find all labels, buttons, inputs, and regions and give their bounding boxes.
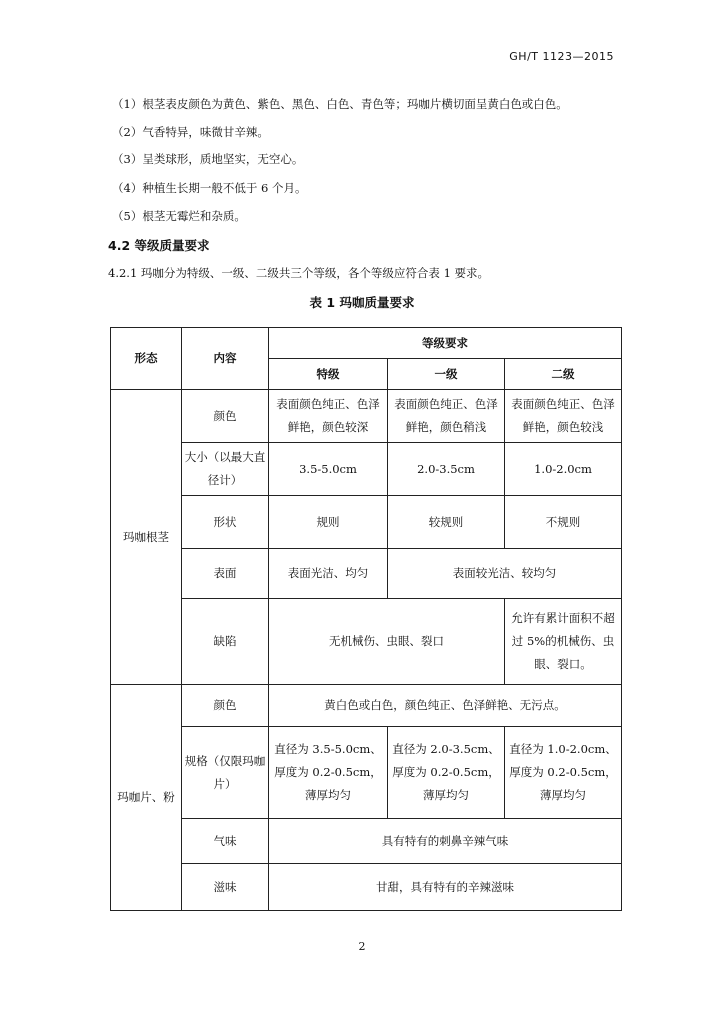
table-row bbox=[111, 390, 622, 443]
table-title: 表 1 玛咖质量要求 bbox=[309, 295, 415, 310]
cell: 表面颜色纯正、色泽鲜艳，颜色稍浅 bbox=[388, 390, 505, 443]
cell: 表面光洁、均匀 bbox=[269, 549, 388, 599]
cell: 3.5-5.0cm bbox=[269, 443, 388, 496]
header-grade-first: 一级 bbox=[388, 359, 505, 390]
table-row bbox=[111, 496, 622, 549]
header-content: 内容 bbox=[182, 328, 269, 390]
table-row bbox=[111, 819, 622, 864]
header-grade-requirement: 等级要求 bbox=[269, 328, 622, 359]
page-number: 2 bbox=[358, 940, 366, 953]
form-root: 玛咖根茎 bbox=[111, 390, 182, 685]
form-slice: 玛咖片、粉 bbox=[111, 685, 182, 911]
content-label: 形状 bbox=[182, 496, 269, 549]
cell: 无机械伤、虫眼、裂口 bbox=[269, 599, 505, 685]
header-grade-second: 二级 bbox=[505, 359, 622, 390]
cell: 表面较光洁、较均匀 bbox=[388, 549, 622, 599]
cell: 规则 bbox=[269, 496, 388, 549]
cell: 直径为 2.0-3.5cm、厚度为 0.2-0.5cm，薄厚均匀 bbox=[388, 727, 505, 819]
cell: 黄白色或白色，颜色纯正、色泽鲜艳、无污点。 bbox=[269, 685, 622, 727]
cell: 表面颜色纯正、色泽鲜艳，颜色较深 bbox=[269, 390, 388, 443]
paragraph-4: （4）种植生长期一般不低于 6 个月。 bbox=[112, 181, 307, 195]
cell: 较规则 bbox=[388, 496, 505, 549]
content-label: 表面 bbox=[182, 549, 269, 599]
section-heading: 4.2 等级质量要求 bbox=[108, 238, 210, 253]
cell: 2.0-3.5cm bbox=[388, 443, 505, 496]
paragraph-3: （3）呈类球形，质地坚实，无空心。 bbox=[112, 152, 304, 166]
cell: 表面颜色纯正、色泽鲜艳，颜色较浅 bbox=[505, 390, 622, 443]
table-row bbox=[111, 685, 622, 727]
cell: 直径为 1.0-2.0cm、厚度为 0.2-0.5cm，薄厚均匀 bbox=[505, 727, 622, 819]
table-row bbox=[111, 727, 622, 819]
document-code: GH/T 1123—2015 bbox=[509, 50, 614, 63]
content-label: 缺陷 bbox=[182, 599, 269, 685]
paragraph-5: （5）根茎无霉烂和杂质。 bbox=[112, 209, 246, 223]
cell: 具有特有的刺鼻辛辣气味 bbox=[269, 819, 622, 864]
table-row bbox=[111, 864, 622, 911]
paragraph-2: （2）气香特异，味微甘辛辣。 bbox=[112, 125, 269, 139]
content-label: 规格（仅限玛咖片） bbox=[182, 727, 269, 819]
table-header-row bbox=[111, 328, 622, 359]
cell: 1.0-2.0cm bbox=[505, 443, 622, 496]
content-label: 颜色 bbox=[182, 685, 269, 727]
cell: 甘甜，具有特有的辛辣滋味 bbox=[269, 864, 622, 911]
cell: 不规则 bbox=[505, 496, 622, 549]
cell: 允许有累计面积不超过 5%的机械伤、虫眼、裂口。 bbox=[505, 599, 622, 685]
header-form: 形态 bbox=[111, 328, 182, 390]
cell: 直径为 3.5-5.0cm、厚度为 0.2-0.5cm，薄厚均匀 bbox=[269, 727, 388, 819]
table-row bbox=[111, 599, 622, 685]
content-label: 滋味 bbox=[182, 864, 269, 911]
table-row bbox=[111, 443, 622, 496]
content-label: 大小（以最大直径计） bbox=[182, 443, 269, 496]
paragraph-1: （1）根茎表皮颜色为黄色、紫色、黑色、白色、青色等；玛咖片横切面呈黄白色或白色。 bbox=[112, 97, 568, 111]
quality-table bbox=[110, 327, 622, 911]
content-label: 气味 bbox=[182, 819, 269, 864]
table-row bbox=[111, 549, 622, 599]
header-grade-special: 特级 bbox=[269, 359, 388, 390]
section-body: 4.2.1 玛咖分为特级、一级、二级共三个等级，各个等级应符合表 1 要求。 bbox=[108, 266, 490, 280]
content-label: 颜色 bbox=[182, 390, 269, 443]
